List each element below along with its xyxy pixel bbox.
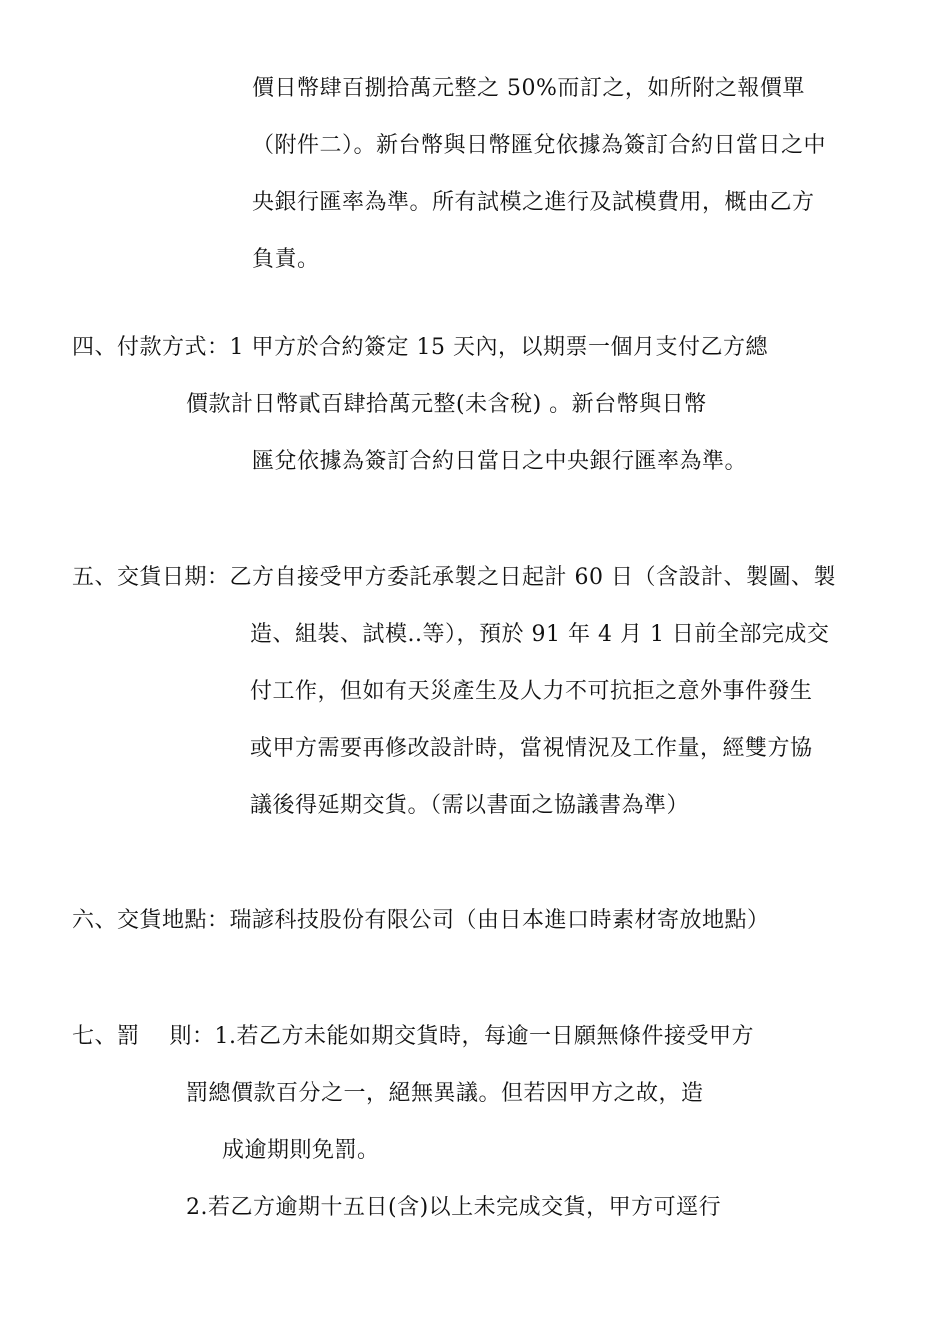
delivery-date-line-4: 或甲方需要再修改設計時，當視情況及工作量，經雙方協 (250, 736, 813, 761)
payment-line-2: 價款計日幣貳百肆拾萬元整(未含稅) 。新台幣與日幣 (186, 392, 707, 417)
penalty-line-4: 2.若乙方逾期十五日(含)以上未完成交貨，甲方可逕行 (186, 1195, 722, 1220)
delivery-date-line-1: 五、交貨日期：乙方自接受甲方委託承製之日起計 60 日（含設計、製圖、製 (72, 565, 836, 590)
delivery-date-line-2: 造、組裝、試模..等），預於 91 年 4 月 1 日前全部完成交 (250, 622, 830, 647)
payment-line-1: 四、付款方式：1 甲方於合約簽定 15 天內，以期票一個月支付乙方總 (72, 335, 768, 360)
delivery-date-line-3: 付工作，但如有天災產生及人力不可抗拒之意外事件發生 (250, 679, 813, 704)
penalty-line-2: 罰總價款百分之一，絕無異議。但若因甲方之故，造 (186, 1081, 704, 1106)
intro-line-2: （附件二）。新台幣與日幣匯兌依據為簽訂合約日當日之中 (252, 133, 827, 158)
intro-line-3: 央銀行匯率為準。所有試模之進行及試模費用，概由乙方 (252, 190, 815, 215)
intro-line-4: 負責。 (252, 247, 320, 272)
payment-line-3: 匯兌依據為簽訂合約日當日之中央銀行匯率為準。 (252, 449, 748, 474)
delivery-location-line-1: 六、交貨地點：瑞諺科技股份有限公司（由日本進口時素材寄放地點） (72, 908, 770, 933)
intro-line-1: 價日幣肆百捌拾萬元整之 50%而訂之，如所附之報價單 (252, 76, 805, 101)
delivery-date-line-5: 議後得延期交貨。（需以書面之協議書為準） (250, 793, 690, 818)
penalty-line-3: 成逾期則免罰。 (222, 1138, 380, 1163)
penalty-line-1: 七、罰 則：1.若乙方未能如期交貨時，每逾一日願無條件接受甲方 (72, 1024, 754, 1049)
